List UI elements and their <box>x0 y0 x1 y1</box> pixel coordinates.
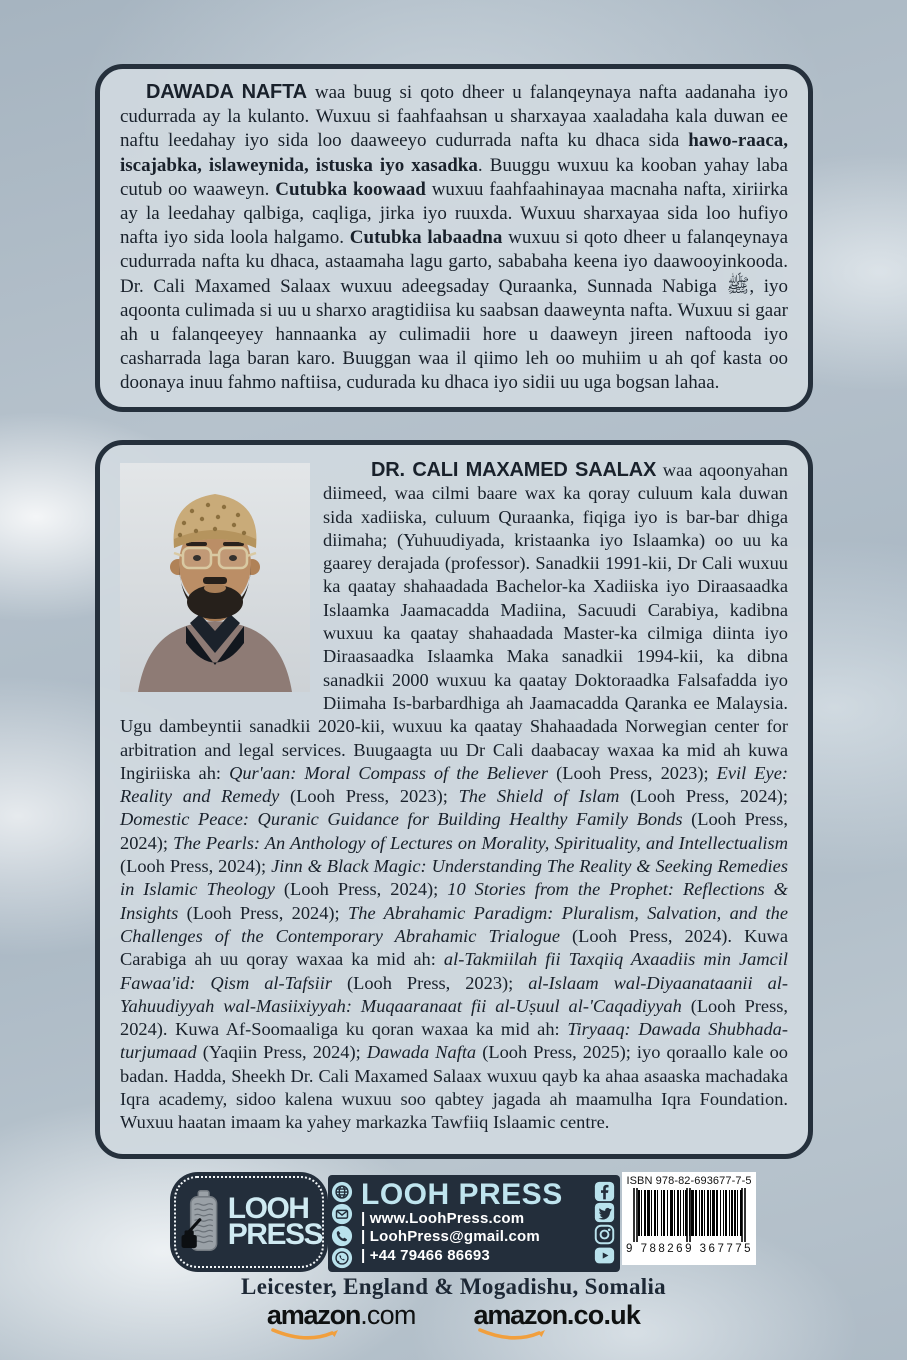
badge-looh-label: LOOH <box>227 1191 309 1225</box>
email-icon <box>331 1203 356 1225</box>
amazon-tld: .com <box>360 1300 416 1330</box>
publisher-email: | LoohPress@gmail.com <box>361 1228 540 1246</box>
facebook-icon <box>594 1181 617 1202</box>
instagram-icon <box>594 1224 617 1245</box>
globe-icon <box>331 1181 356 1203</box>
bio-text: DR. CALI MAXAMED SAALAX waa aqoonyahan diimeed, waa cilmi baare wax ka qoray culuum kala duwan sida xadiiska, culuum Quraanka, fiqiga iyo is bar-bar dhiga diimaha; (Yuhuudiyada, kristaanka iyo Islaamka) oo uu ka gaarey derajada (professor). Sanadkii 1991-kii, Dr Cali wuxuu ka qaatay shahaadada Bachelor-ka Xadiiska iyo Diraasaadka Islaamka Jaamacadda Madiina, Sacuudi Carabiya, kadibna wuxuu ka qaatay shahaadada Master-ka cilmiga diinta iyo Diraasaadka Islaamka Maka sanadkii 1994-kii, ka dibna sanadkii 2000 wuxuu ka qaatay Doktoraadka Falsafadda iyo Diimaha Is-barbardhiga ah Jaamacadda Qaranka ee Malaysia. Ugu dambeyntii sanadkii 2020-kii, wuxuu ka qaatay Shahaadada Norwegian center for arbitration and legal services. Buugaagta uu Dr Cali daabacay waxaa ka mid ah kuwa Ingiriiska ah: Qur'aan: Moral Compass of the Believer (Looh Press, 2023); Evil Eye: Reality and Remedy (Looh Press, 2023); The Shield of Islam (Looh Press, 2024); Domestic Peace: Quranic Guidance for Building Healthy Family Bonds (Looh Press, 2024); The Pearls: An Anthology of Lectures on Morality, Spirituality, and Intellectualism (Looh Press, 2024); Jinn & Black Magic: Understanding The Reality & Seeking Remedies in Islamic Theology (Looh Press, 2024); 10 Stories from the Prophet: Reflections & Insights (Looh Press, 2024); The Abrahamic Paradigm: Pluralism, Salvation, and the Challenges of the Contemporary Abrahamic Trialogue (Looh Press, 2024). Kuwa Carabiga ah uu qoray waxaa ka mid ah: al-Takmiilah fii Taxqiiq Axaadiis min Jamcil Fawaa'id: Qism al-Tafsiir (Looh Press, 2023); al-Islaam wal-Diyaanataanii al-Yahuudiyyah wal-Masiixiyyah: Muqaaranaat fii al-Uṣuul al-'Caqadiyyah (Looh Press, 2024). Kuwa Af-Soomaaliga ku qoran waxaa ka mid ah: Tiryaaq: Dawada Shubhada-turjumaad (Yaqiin Press, 2024); Dawada Nafta (Looh Press, 2025); iyo qoraallo kale oo badan. Hadda, Sheekh Dr. Cali Maxamed Salaax wuxuu qayb ka ahaa asaaska machadaka Iqra academy, sidoo kalena wuxuu soo qabtey jagada ah maamulha Iqra Foundation. Wuxuu haatan imaam ka yahey markazka Tawfiiq Islaamic centre. <box>120 459 789 1133</box>
looh-tablet-icon <box>180 1178 226 1266</box>
twitter-icon <box>594 1202 617 1223</box>
publisher-brand: LOOH PRESS <box>361 1180 563 1211</box>
barcode <box>630 1188 748 1244</box>
amazon-smile-arrow-icon <box>270 1327 342 1343</box>
barcode-digits: 9 788269 367775 <box>626 1243 754 1255</box>
publisher-phone-somalia <box>361 1265 594 1267</box>
retailer-logos <box>0 1300 907 1340</box>
bio-panel <box>95 440 813 1159</box>
amazon-com-logo <box>267 1300 416 1340</box>
publisher-locations: Leicester, England & Mogadishu, Somalia <box>241 1274 666 1299</box>
youtube-icon <box>594 1245 617 1266</box>
isbn-number: ISBN 978-82-693677-7-5 <box>626 1175 752 1187</box>
amazon-wordmark: amazon <box>473 1300 567 1330</box>
synopsis-text: DAWADA NAFTA waa buug si qoto dheer u falanqeynaya nafta aadanaha iyo cudurrada ay la kulanto. Wuxuu si faahfaahsan u sharxayaa xaaladaha kala duwan ee naftu leedahay iyo sida loo daaweeyo cudurrada nafta ku dhaca sida hawo-raaca, iscajabka, islaweynida, istuska iyo xasadka. Buuggu wuxuu ka kooban yahay laba cutub oo waaweyn. Cutubka koowaad wuxuu faahfaahinayaa macnaha nafta, xiriirka ay la leedahay qalbiga, caqliga, jirka iyo ruuxda. Wuxuu sharxayaa sida loo hufiyo nafta iyo sida loola halgamo. Cutubka labaadna wuxuu si qoto dheer u falanqeynaya cudurrada nafta ku dhaca, astaamaha lagu garto, sababaha keena iyo daawooyinkooda. Dr. Cali Maxamed Salaax wuxuu adeegsaday Quraanka, Sunnada Nabiga ﷺ, iyo aqoonta culimada si uu u sharxo aragtidiisa ku saabsan daaweynta nafta. Wuxuu si gaar ah u falanqeeyey hannaanka ay culimadii hore u daaweyn jireen naftooda iyo casharrada laga baran karo. Buuggan waa il qiimo leh oo muhiim u ah qof kasta oo doonaya inuu fahmo naftiisa, cudurada ku dhaca iyo sidii uu uga bogsan lahaa. <box>120 81 789 394</box>
amazon-couk-logo <box>474 1300 641 1340</box>
isbn-block <box>622 1172 756 1265</box>
badge-press-label: PRESS <box>227 1218 322 1251</box>
synopsis-panel <box>95 64 813 412</box>
publisher-logo-badge <box>170 1172 328 1272</box>
publisher-website: | www.LoohPress.com <box>361 1210 525 1227</box>
publisher-contact-panel <box>328 1175 620 1272</box>
amazon-wordmark: amazon <box>266 1300 361 1330</box>
whatsapp-icon <box>331 1247 356 1269</box>
publisher-phone-uk: | +44 79466 86693 <box>361 1246 490 1264</box>
author-photo <box>120 463 310 692</box>
amazon-tld: .co.uk <box>566 1300 641 1330</box>
amazon-smile-arrow-icon <box>477 1327 549 1343</box>
phone-icon <box>331 1225 356 1247</box>
